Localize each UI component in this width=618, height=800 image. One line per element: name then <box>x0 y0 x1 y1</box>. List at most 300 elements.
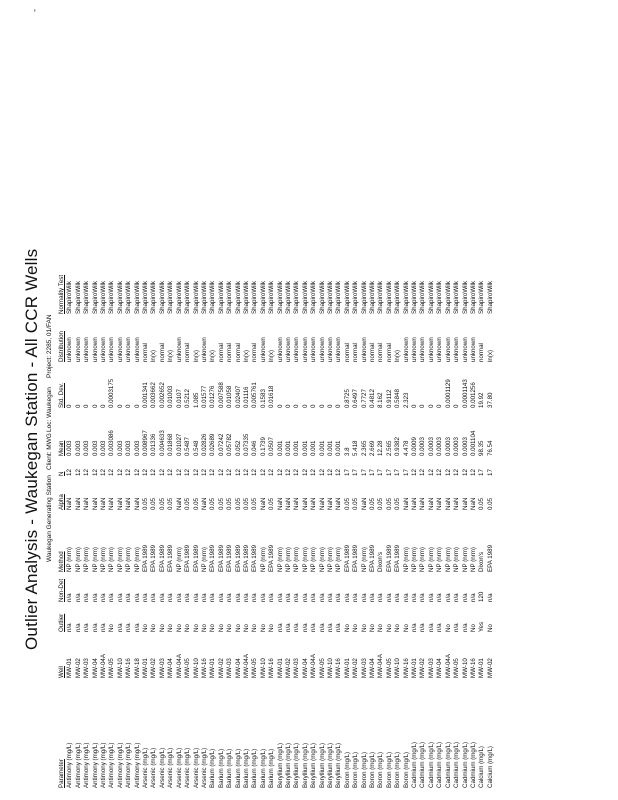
table-cell: 0.003086 <box>108 430 116 456</box>
table-cell: n/a <box>394 593 402 602</box>
table-cell: Beryllium (mg/L) <box>284 742 292 788</box>
table-row <box>251 264 259 790</box>
table-cell: 0 <box>276 404 284 408</box>
table-cell: Calcium (mg/L) <box>478 746 486 788</box>
table-cell: n/a <box>360 593 368 602</box>
table-cell: Antimony (mg/L) <box>83 742 91 788</box>
table-cell: 0.0001129 <box>444 379 452 408</box>
table-cell: n/a <box>293 593 301 602</box>
table-cell: 0.07335 <box>242 433 250 456</box>
table-cell: unknown <box>436 337 444 362</box>
table-cell: 2.669 <box>369 440 377 456</box>
page-mark: ' <box>34 8 36 18</box>
table-cell: 12 <box>91 469 99 476</box>
table-cell: n/a <box>436 593 444 602</box>
table-cell: ShapiroWilk <box>427 280 435 314</box>
table-cell: No <box>242 624 250 632</box>
table-cell: NaN <box>318 497 326 510</box>
table-cell: Barium (mg/L) <box>226 748 234 788</box>
table-cell: 0 <box>293 404 301 408</box>
table-cell: No <box>226 624 234 632</box>
table-cell: MW-02 <box>74 658 82 678</box>
table-cell: Yes <box>478 621 486 632</box>
table-cell: NaN <box>402 497 410 510</box>
table-cell: MW-04 <box>369 658 377 678</box>
table-row <box>117 264 125 790</box>
table-cell: 0.0003 <box>444 437 452 456</box>
table-cell: 0.01003 <box>167 385 175 408</box>
table-cell: n/a <box>335 593 343 602</box>
table-cell: 0.0003 <box>419 437 427 456</box>
table-cell: 0.02689 <box>209 433 217 456</box>
table-cell: ShapiroWilk <box>419 280 427 314</box>
table-cell: n/a <box>343 593 351 602</box>
table-cell: 0.1739 <box>259 437 267 456</box>
table-cell: unknown <box>108 337 116 362</box>
table-row <box>462 264 470 790</box>
table-cell: Beryllium (mg/L) <box>327 742 334 788</box>
table-cell: n/a <box>242 593 250 602</box>
table-cell: 12 <box>469 469 477 476</box>
table-cell: MW-10 <box>461 658 469 678</box>
table-cell: 12 <box>251 469 259 476</box>
rotated-report <box>22 25 612 790</box>
table-cell: EPA 1989 <box>217 544 225 572</box>
table-cell: 12 <box>427 469 435 476</box>
table-cell: n/a <box>192 593 200 602</box>
table-cell: n/a <box>402 593 410 602</box>
table-cell: 120 <box>478 591 486 602</box>
table-cell: MW-04 <box>234 658 242 678</box>
table-cell: ShapiroWilk <box>436 280 444 314</box>
table-cell: 0.05 <box>478 497 486 510</box>
table-cell: n/a <box>200 593 208 602</box>
table-cell: Antimony (mg/L) <box>133 742 141 788</box>
table-cell: NP (nrm) <box>83 547 91 572</box>
table-cell: 0.05 <box>167 497 175 510</box>
col-header: Method <box>58 551 65 572</box>
table-cell: NP (nrm) <box>419 547 427 572</box>
table-cell: 0.001 <box>284 440 292 456</box>
table-cell: Cadmium (mg/L) <box>461 741 469 788</box>
table-row <box>277 264 285 790</box>
table-cell: n/a <box>259 593 267 602</box>
table-cell: EPA 1989 <box>192 544 200 572</box>
table-cell: NaN <box>411 497 419 510</box>
table-cell: 0.003662 <box>150 382 158 408</box>
table-row <box>100 264 108 790</box>
table-cell: NaN <box>284 497 292 510</box>
table-cell: ShapiroWilk <box>453 280 461 314</box>
table-cell: EPA 1989 <box>142 544 150 572</box>
table-cell: ShapiroWilk <box>108 280 116 314</box>
table-cell: 12 <box>318 469 326 476</box>
table-cell: ShapiroWilk <box>125 280 133 314</box>
table-cell: 0.05 <box>242 497 250 510</box>
table-cell: n/a <box>116 593 124 602</box>
table-cell: No <box>192 624 200 632</box>
table-cell: 0.5487 <box>184 437 192 456</box>
table-cell: 12 <box>142 469 150 476</box>
table-cell: EPA 1989 <box>150 544 158 572</box>
table-cell: 0.001 <box>301 440 309 456</box>
table-cell: NaN <box>125 497 133 510</box>
table-cell: ShapiroWilk <box>192 280 200 314</box>
table-cell: unknown <box>360 337 368 362</box>
table-cell: No <box>150 624 158 632</box>
table-cell: NaN <box>469 497 477 510</box>
table-cell: unknown <box>100 337 108 362</box>
table-cell: EPA 1989 <box>369 544 377 572</box>
table-cell: n/a <box>276 623 284 632</box>
table-cell: 0.003 <box>116 440 124 456</box>
table-cell: NP (nrm) <box>436 547 444 572</box>
table-cell: No <box>469 624 477 632</box>
table-cell: 0.9112 <box>385 389 393 408</box>
table-row <box>226 264 234 790</box>
table-cell: unknown <box>327 337 334 362</box>
table-cell: n/a <box>108 593 116 602</box>
table-cell: 12 <box>167 469 175 476</box>
table-cell: ln(x) <box>167 349 175 362</box>
table-cell: unknown <box>335 337 343 362</box>
table-cell: 0 <box>74 404 82 408</box>
table-cell: 0.02407 <box>234 385 242 408</box>
table-cell: NP (nrm) <box>133 547 141 572</box>
table-cell: MW-04A <box>310 654 318 678</box>
table-cell: 0.05 <box>217 497 225 510</box>
table-cell: 0 <box>125 404 133 408</box>
table-cell: ln(x) <box>150 349 158 362</box>
table-cell: n/a <box>125 623 133 632</box>
table-cell: unknown <box>133 337 141 362</box>
table-cell: Cadmium (mg/L) <box>411 741 419 788</box>
table-cell: unknown <box>469 337 477 362</box>
table-row <box>428 264 436 790</box>
table-cell: 0.008967 <box>142 430 150 456</box>
table-cell: MW-16 <box>125 658 133 678</box>
table-cell: n/a <box>83 593 91 602</box>
table-cell: No <box>343 624 351 632</box>
table-cell: Arsenic (mg/L) <box>200 747 208 788</box>
col-header: Mean <box>58 440 65 456</box>
table-row <box>243 264 251 790</box>
table-cell: n/a <box>217 593 225 602</box>
table-cell: unknown <box>301 337 309 362</box>
table-cell: NP (nrm) <box>293 547 301 572</box>
table-cell: NaN <box>436 497 444 510</box>
table-cell: Cadmium (mg/L) <box>427 741 435 788</box>
table-cell: 0.05 <box>150 497 158 510</box>
table-cell: n/a <box>293 623 301 632</box>
table-cell: Cadmium (mg/L) <box>419 741 427 788</box>
table-cell: MW-04 <box>436 658 444 678</box>
table-cell: 12 <box>419 469 427 476</box>
table-cell: NP (nrm) <box>469 547 477 572</box>
table-row <box>268 264 276 790</box>
table-cell: unknown <box>91 337 99 362</box>
table-cell: MW-01 <box>209 658 217 678</box>
table-cell: 12 <box>100 469 108 476</box>
table-cell: n/a <box>453 593 461 602</box>
table-cell: 0.05 <box>343 497 351 510</box>
table-cell: n/a <box>301 623 309 632</box>
table-cell: ShapiroWilk <box>360 280 368 314</box>
table-cell: Boron (mg/L) <box>343 751 351 788</box>
table-cell: No <box>108 624 116 632</box>
report-title: Outlier Analysis - Waukegan Station - All CCR Wells <box>22 248 41 650</box>
table-cell: EPA 1989 <box>226 544 234 572</box>
table-cell: 0 <box>318 404 326 408</box>
table-cell: No <box>352 624 360 632</box>
table-cell: MW-02 <box>217 658 225 678</box>
table-cell: 0 <box>66 404 74 408</box>
table-cell: 17 <box>478 469 486 476</box>
col-header: Non-Det <box>58 578 65 602</box>
table-cell: ShapiroWilk <box>66 280 74 314</box>
table-row <box>75 264 83 790</box>
table-cell: ShapiroWilk <box>142 280 150 314</box>
table-cell: MW-10 <box>394 658 402 678</box>
table-cell: n/a <box>419 593 427 602</box>
table-cell: 0 <box>335 404 343 408</box>
table-cell: NP (nrm) <box>453 547 461 572</box>
table-cell: ShapiroWilk <box>150 280 158 314</box>
table-row <box>218 264 226 790</box>
table-cell: 0.7727 <box>360 389 368 408</box>
table-cell: ShapiroWilk <box>259 280 267 314</box>
table-cell: n/a <box>133 623 141 632</box>
table-cell: 1.085 <box>192 392 200 408</box>
table-cell: 0.004633 <box>158 430 166 456</box>
table-cell: NP (nrm) <box>461 547 469 572</box>
table-row <box>487 264 495 790</box>
table-cell: 12 <box>242 469 250 476</box>
table-cell: 0.6497 <box>352 389 360 408</box>
table-cell: NaN <box>419 497 427 510</box>
table-cell: 4.478 <box>402 440 410 456</box>
table-cell: MW-10 <box>192 658 200 678</box>
table-row <box>92 264 100 790</box>
table-cell: n/a <box>142 593 150 602</box>
table-cell: ShapiroWilk <box>469 280 477 314</box>
table-row <box>319 264 327 790</box>
table-cell: ShapiroWilk <box>343 280 351 314</box>
table-cell: ShapiroWilk <box>377 280 385 314</box>
table-cell: NaN <box>259 497 267 510</box>
table-cell: ShapiroWilk <box>327 280 334 314</box>
table-row <box>108 264 116 790</box>
table-cell: 37.80 <box>486 392 494 408</box>
table-row <box>470 264 478 790</box>
table-cell: 0 <box>411 404 419 408</box>
table-cell: 0.05 <box>192 497 200 510</box>
table-cell: Barium (mg/L) <box>217 748 225 788</box>
table-cell: 0.4812 <box>369 389 377 408</box>
table-cell: ShapiroWilk <box>74 280 82 314</box>
table-cell: NP (nrm) <box>301 547 309 572</box>
table-cell: 0.003 <box>66 440 74 456</box>
table-cell: Barium (mg/L) <box>234 748 242 788</box>
table-cell: unknown <box>402 337 410 362</box>
table-cell: Cadmium (mg/L) <box>469 741 477 788</box>
table-row <box>235 264 243 790</box>
table-cell: Boron (mg/L) <box>360 751 368 788</box>
table-cell: 12 <box>327 469 334 476</box>
col-header: N <box>58 471 65 476</box>
table-cell: No <box>385 624 393 632</box>
table-cell: Barium (mg/L) <box>259 748 267 788</box>
table-cell: 12 <box>192 469 200 476</box>
table-cell: NP (nrm) <box>91 547 99 572</box>
table-cell: ShapiroWilk <box>268 280 276 314</box>
table-cell: Beryllium (mg/L) <box>310 742 318 788</box>
table-cell: NaN <box>108 497 116 510</box>
table-row <box>411 264 419 790</box>
table-cell: 12 <box>83 469 91 476</box>
table-cell: NP (nrm) <box>125 547 133 572</box>
table-cell: 0.001 <box>310 440 318 456</box>
table-cell: n/a <box>226 593 234 602</box>
table-cell: n/a <box>284 593 292 602</box>
table-cell: 12.28 <box>377 440 385 456</box>
table-cell: 0 <box>453 404 461 408</box>
table-cell: 0.05 <box>142 497 150 510</box>
table-cell: Antimony (mg/L) <box>116 742 124 788</box>
outlier-table <box>58 264 495 790</box>
col-header: Outlier <box>58 613 65 632</box>
table-cell: MW-16 <box>402 658 410 678</box>
table-cell: n/a <box>427 593 435 602</box>
table-cell: MW-16 <box>268 658 276 678</box>
table-cell: ln(x) <box>192 349 200 362</box>
table-cell: unknown <box>66 337 74 362</box>
table-cell: MW-05 <box>318 658 326 678</box>
table-cell: NaN <box>461 497 469 510</box>
table-cell: MW-04A <box>242 654 250 678</box>
table-cell: 0 <box>419 404 427 408</box>
table-cell: normal <box>385 343 393 362</box>
table-cell: ShapiroWilk <box>284 280 292 314</box>
table-cell: Antimony (mg/L) <box>66 742 74 788</box>
table-cell: 17 <box>369 469 377 476</box>
table-cell: unknown <box>427 337 435 362</box>
table-cell: ln(x) <box>394 349 402 362</box>
table-cell: ShapiroWilk <box>133 280 141 314</box>
table-cell: n/a <box>486 593 494 602</box>
table-cell: ShapiroWilk <box>444 280 452 314</box>
table-cell: 0.0001143 <box>461 379 469 408</box>
table-cell: ShapiroWilk <box>369 280 377 314</box>
table-cell: EPA 1989 <box>352 544 360 572</box>
table-cell: 0.001256 <box>469 382 477 408</box>
table-cell: NaN <box>200 497 208 510</box>
table-cell: ShapiroWilk <box>310 280 318 314</box>
table-cell: MW-02 <box>284 658 292 678</box>
table-cell: 0.0507 <box>268 437 276 456</box>
table-cell: n/a <box>276 593 284 602</box>
table-row <box>335 264 343 790</box>
table-cell: Boron (mg/L) <box>352 751 360 788</box>
table-cell: 12 <box>436 469 444 476</box>
table-cell: No <box>167 624 175 632</box>
table-cell: 12 <box>259 469 267 476</box>
table-cell: NP (nrm) <box>200 547 208 572</box>
table-cell: 0.01276 <box>209 385 217 408</box>
table-cell: MW-03 <box>293 658 301 678</box>
table-cell: ln(x) <box>486 349 494 362</box>
table-cell: MW-04A <box>444 654 452 678</box>
table-cell: NaN <box>453 497 461 510</box>
table-row <box>419 264 427 790</box>
table-cell: 0.001 <box>293 440 301 456</box>
table-cell: 0.003 <box>74 440 82 456</box>
table-cell: 0.05 <box>158 497 166 510</box>
table-row <box>445 264 453 790</box>
table-cell: ShapiroWilk <box>276 280 284 314</box>
table-cell: MW-05 <box>251 658 259 678</box>
table-cell: 0.05 <box>251 497 259 510</box>
table-cell: 12 <box>74 469 82 476</box>
table-cell: 12 <box>184 469 192 476</box>
table-cell: 17 <box>402 469 410 476</box>
table-row <box>352 264 360 790</box>
table-cell: 12 <box>276 469 284 476</box>
table-cell: 0.0003 <box>427 437 435 456</box>
table-cell: NaN <box>360 497 368 510</box>
table-cell: MW-03 <box>83 658 91 678</box>
table-cell: Cadmium (mg/L) <box>436 741 444 788</box>
table-cell: MW-04A <box>100 654 108 678</box>
table-cell: n/a <box>385 593 393 602</box>
table-cell: Arsenic (mg/L) <box>192 747 200 788</box>
table-cell: NP (nrm) <box>360 547 368 572</box>
table-cell: n/a <box>461 593 469 602</box>
table-cell: 0.01868 <box>167 433 175 456</box>
table-cell: normal <box>234 343 242 362</box>
table-cell: MW-05 <box>453 658 461 678</box>
table-header-row <box>58 264 66 790</box>
table-cell: 17 <box>377 469 385 476</box>
table-cell: n/a <box>335 623 343 632</box>
table-cell: 12 <box>411 469 419 476</box>
table-cell: 12 <box>444 469 452 476</box>
table-cell: MW-10 <box>259 658 267 678</box>
table-cell: MW-04A <box>175 654 183 678</box>
table-cell: unknown <box>419 337 427 362</box>
table-cell: 12 <box>116 469 124 476</box>
table-cell: Calcium (mg/L) <box>486 746 494 788</box>
table-cell: ShapiroWilk <box>167 280 175 314</box>
table-cell: 12 <box>200 469 208 476</box>
table-cell: 0.05 <box>369 497 377 510</box>
table-cell: MW-01 <box>66 658 74 678</box>
table-cell: Arsenic (mg/L) <box>158 747 166 788</box>
table-cell: Arsenic (mg/L) <box>150 747 158 788</box>
table-cell: 0.052 <box>234 440 242 456</box>
table-cell: EPA 1989 <box>167 544 175 572</box>
table-cell: normal <box>217 343 225 362</box>
table-cell: ShapiroWilk <box>335 280 343 314</box>
report-location: Loc: Waukegan <box>46 387 53 432</box>
table-row <box>302 264 310 790</box>
table-cell: n/a <box>66 623 74 632</box>
table-cell: n/a <box>91 623 99 632</box>
table-cell: MW-03 <box>158 658 166 678</box>
table-cell: EPA 1989 <box>486 544 494 572</box>
table-cell: normal <box>343 343 351 362</box>
table-cell: n/a <box>116 623 124 632</box>
